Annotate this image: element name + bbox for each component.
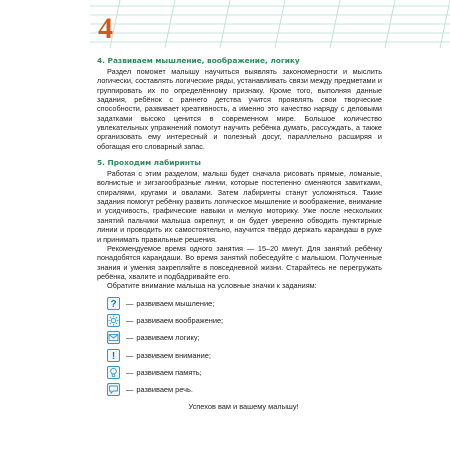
section-4 (97, 56, 382, 151)
paragraph: Обратите внимание малыша на условные значки к заданиям: (107, 281, 317, 291)
legend-item (97, 295, 382, 312)
page-content (97, 56, 382, 411)
legend-dash: — (126, 298, 134, 308)
paragraph: Рекомендуемое время одного занятия — 15–20 минут. Для занятий ребёнку понадобятся карандаши. Во время занятий побеседуйте с малышом. Полученные знания и умения закрепляйте в повседневной жизни. Старайтесь не перегружать ребёнка, хвалите и подбадривайте его. (97, 243, 382, 281)
legend-label: развиваем память; (136, 367, 202, 377)
legend-label: развиваем логику; (136, 333, 200, 343)
lightbulb-icon (107, 366, 120, 379)
legend-item (97, 329, 382, 346)
icon-legend (97, 295, 382, 399)
legend-dash: — (126, 385, 134, 395)
legend-item (97, 364, 382, 381)
speech-bubble-icon (107, 383, 120, 396)
legend-label: развиваем речь. (136, 385, 193, 395)
legend-dash: — (126, 350, 134, 360)
envelope-icon (107, 331, 120, 344)
closing-line: Успехов вам и вашему малышу! (188, 402, 299, 412)
paragraph: Работая с этим разделом, малыш будет сначала рисовать прямые, ломаные, волнистые и зигзагообразные линии, которые постепенно сменяются завитками, спиралями, кругами и овалами. Затем лабиринты станут усложняться. Такие задания помогут ребёнку развить логическое мышление и воображение, внимание и усидчивость, графические навыки и мелкую моторику. Уже после нескольких занятий пальчики малыша окрепнут, и он будет уверенно обводить пунктирные линии и проводить их самостоятельно, научится твёрдо держать карандаш в руке и принимать правильные решения. (97, 169, 382, 244)
question-mark-icon (107, 297, 120, 310)
legend-label: развиваем мышление; (136, 298, 215, 308)
section-title: 5. Проходим лабиринты (97, 158, 201, 168)
exclamation-mark-icon (107, 349, 120, 362)
legend-dash: — (126, 316, 134, 325)
legend-item (97, 381, 382, 398)
ruled-header-lines (0, 0, 450, 52)
legend-dash: — (126, 367, 134, 377)
sun-icon (107, 314, 120, 327)
legend-label: развиваем внимание; (136, 350, 211, 360)
legend-item (97, 346, 382, 363)
section-title: 4. Развиваем мышление, воображение, логику (97, 56, 300, 65)
legend-label: развиваем воображение; (136, 316, 224, 325)
svg-text:?: ? (110, 298, 117, 309)
page-number: 4 (98, 12, 113, 45)
paragraph: Раздел поможет малышу научиться выявлять закономерности и мыслить логически, составлять логические ряды, устанавливать связи между предметами и группировать их по определённому признаку. Кроме того, выполняя данные задания, ребёнок с раннего детства учится проявлять свои творческие способности, развивает креативность, а именно это качество наряду с деловыми задатками высоко ценится в современном мире. Большое количество увлекательных упражнений помогут научить ребёнка думать, рассуждать, а также организовать ему интересный и полезный досуг, параллельно расширяя и обогащая его словарный запас. (97, 67, 382, 151)
svg-text:!: ! (111, 350, 116, 361)
legend-item (97, 312, 382, 329)
legend-dash: — (126, 333, 134, 343)
section-5 (97, 158, 382, 290)
